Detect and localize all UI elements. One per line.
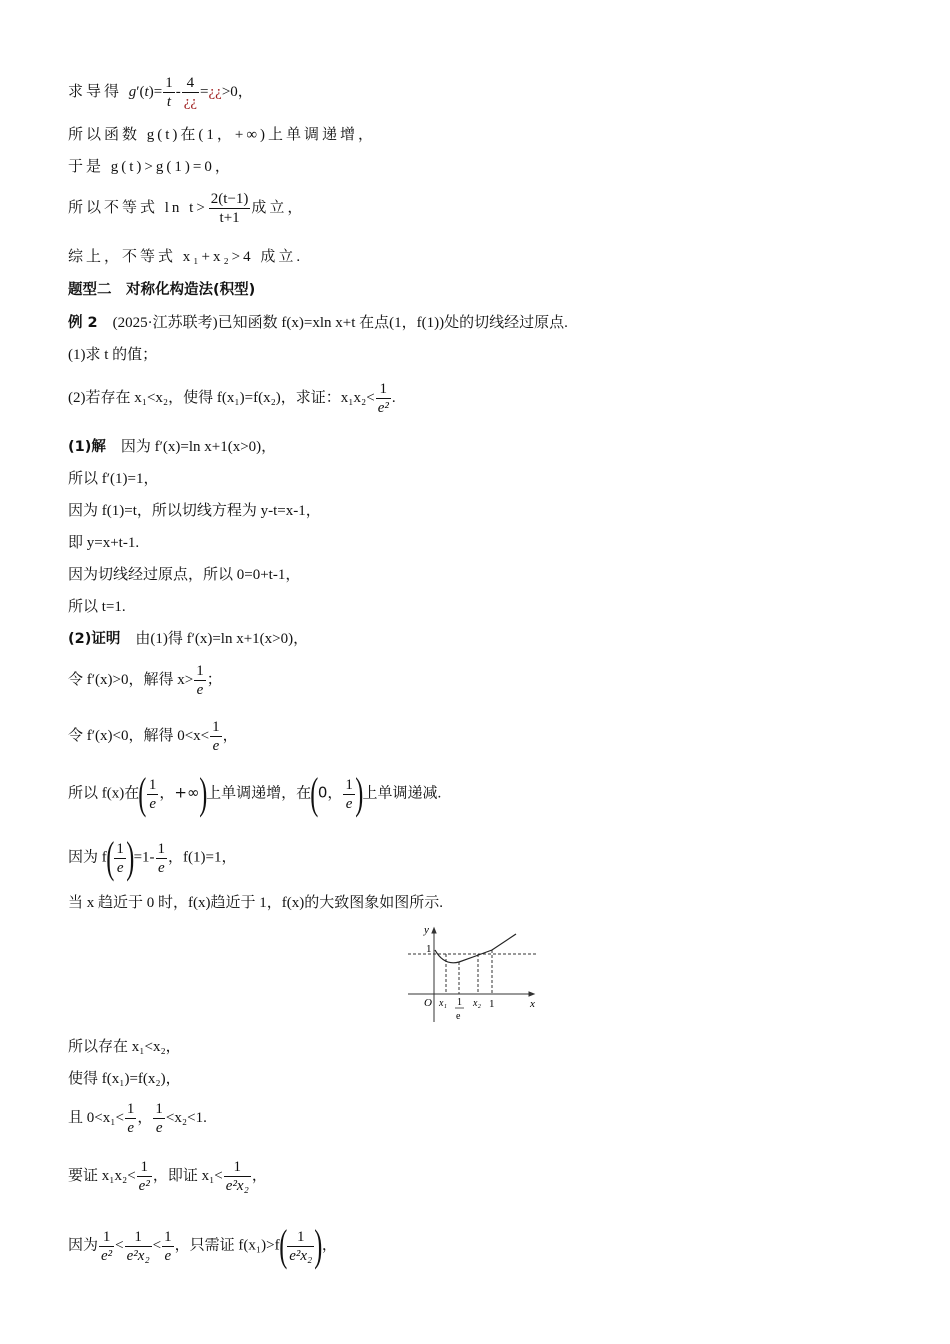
fraction: $\frac{1}{e}$ (126, 1101, 135, 1136)
inequality-line: 所以不等式 ln t> $\frac{2(t-1)}{t+1}$ 成立， (68, 191, 306, 226)
text-line: 所以 t=1. (68, 599, 126, 615)
fraction: $\frac{1}{e}$ (148, 776, 157, 812)
question-2: (2)若存在 x₁<x₂，使得 f(x₁)=f(x₂)，求证：x₁x₂< $\frac{1}{\text{e²}}$ . (68, 381, 396, 416)
text-line: 因为 $\frac{1}{\text{e²}}$ < $\frac{1}{\text{e²x₂}}$ < $\frac{1}{e}$ ，只需证 f(x₁)>f( $\frac{1}{\text{e²x₂}}$ )， (68, 1221, 337, 1270)
fraction: $\frac{1}{e}$ (164, 1228, 172, 1264)
text-line: 因为切线经过原点，所以 0=0+t-1， (68, 567, 301, 583)
inv-e-num: 1 (457, 997, 462, 1008)
x-arrow (529, 992, 534, 996)
text-line: 令 f′(x)>0，解得 x> $\frac{1}{e}$ ； (68, 663, 222, 698)
fraction: $\frac{1}{\text{e²x₂}}$ (126, 1228, 150, 1264)
section-heading: 题型二 对称化构造法(积型) (68, 282, 256, 298)
text-line: 综上，不等式 x₁+x₂>4 成立. (68, 249, 304, 265)
text-line: 所以函数 g(t)在(1，+∞)上单调递增， (68, 127, 377, 143)
fraction: $\frac{1}{\text{e²}}$ (101, 1228, 113, 1264)
fraction: $\frac{1}{e}$ (212, 719, 220, 754)
curve (435, 934, 516, 963)
question-1: (1)求 t 的值； (68, 347, 158, 363)
text-line: 使得 f(x₁)=f(x₂)， (68, 1071, 181, 1087)
fraction: $\frac{2(t-1)}{t+1}$ (210, 191, 249, 226)
fraction: $\frac{1}{e}$ (157, 840, 166, 876)
inv-e-den: e (456, 1011, 461, 1022)
fraction: $\frac{1}{e}$ (116, 840, 124, 876)
y-arrow (432, 928, 436, 933)
text-line: 因为 f(1)=t，所以切线方程为 y-t=x-1， (68, 503, 321, 519)
derivative-line: 求导得 g′(t)= $\frac{1}{t}$ - $\frac{4}{¿¿}$ =¿¿>0， (68, 75, 253, 110)
fraction: $\frac{1}{\text{e²x₂}}$ (225, 1159, 249, 1194)
fraction: $\frac{1}{e}$ (196, 663, 204, 698)
text-line: 所以 f′(1)=1， (68, 471, 159, 487)
text-line: 要证 x₁x₂< $\frac{1}{\text{e²}}$ ，即证 x₁< $\frac{1}{\text{e²x₂}}$ ， (68, 1159, 267, 1194)
text-line: 即 y=x+t-1. (68, 535, 140, 551)
x1-tick: x₁ (439, 998, 447, 1009)
text-line: 所以存在 x₁<x₂， (68, 1039, 181, 1055)
fraction: $\frac{1}{\text{e²x₂}}$ (289, 1228, 313, 1264)
fraction: $\frac{4}{¿¿}$ (183, 75, 198, 110)
fraction: $\frac{1}{e}$ (345, 776, 353, 812)
function-graph (404, 922, 544, 1024)
origin-label: O (424, 997, 432, 1009)
fraction: $\frac{1}{e}$ (155, 1101, 163, 1136)
solution-line: (1)解 因为 f′(x)=ln x+1(x>0)， (68, 439, 277, 455)
fraction: $\frac{1}{t}$ (165, 75, 173, 110)
x2-tick: x₂ (473, 998, 481, 1009)
fraction: $\frac{1}{\text{e²}}$ (377, 381, 389, 416)
text-line: 当 x 趋近于 0 时，f(x)趋近于 1，f(x)的大致图象如图所示. (68, 895, 443, 911)
x-tick-one: 1 (489, 998, 495, 1010)
y-label: y (424, 924, 429, 936)
text-line: 令 f′(x)<0，解得 0<x< $\frac{1}{e}$ ， (68, 719, 238, 754)
text-line: 于是 g(t)>g(1)=0， (68, 159, 233, 175)
monotonic-line: 所以 f(x)在( $\frac{1}{e}$ ，+∞)上单调递增，在(0， $\frac{1}{e}$ )上单调递减. (68, 769, 442, 818)
example-line: 例 2 (2025·江苏联考)已知函数 f(x)=xln x+t 在点(1，f(1))处的切线经过原点. (68, 315, 568, 331)
proof-line: (2)证明 由(1)得 f′(x)=ln x+1(x>0)， (68, 631, 309, 647)
x-label: x (530, 998, 535, 1010)
y-tick-one: 1 (426, 943, 432, 955)
fraction: $\frac{1}{\text{e²}}$ (138, 1159, 150, 1194)
value-line: 因为 f( $\frac{1}{e}$ )=1- $\frac{1}{e}$ ，f(1)=1， (68, 833, 237, 882)
text-line: 且 0<x₁< $\frac{1}{e}$ ， $\frac{1}{e}$ <x₂<1. (68, 1101, 207, 1136)
